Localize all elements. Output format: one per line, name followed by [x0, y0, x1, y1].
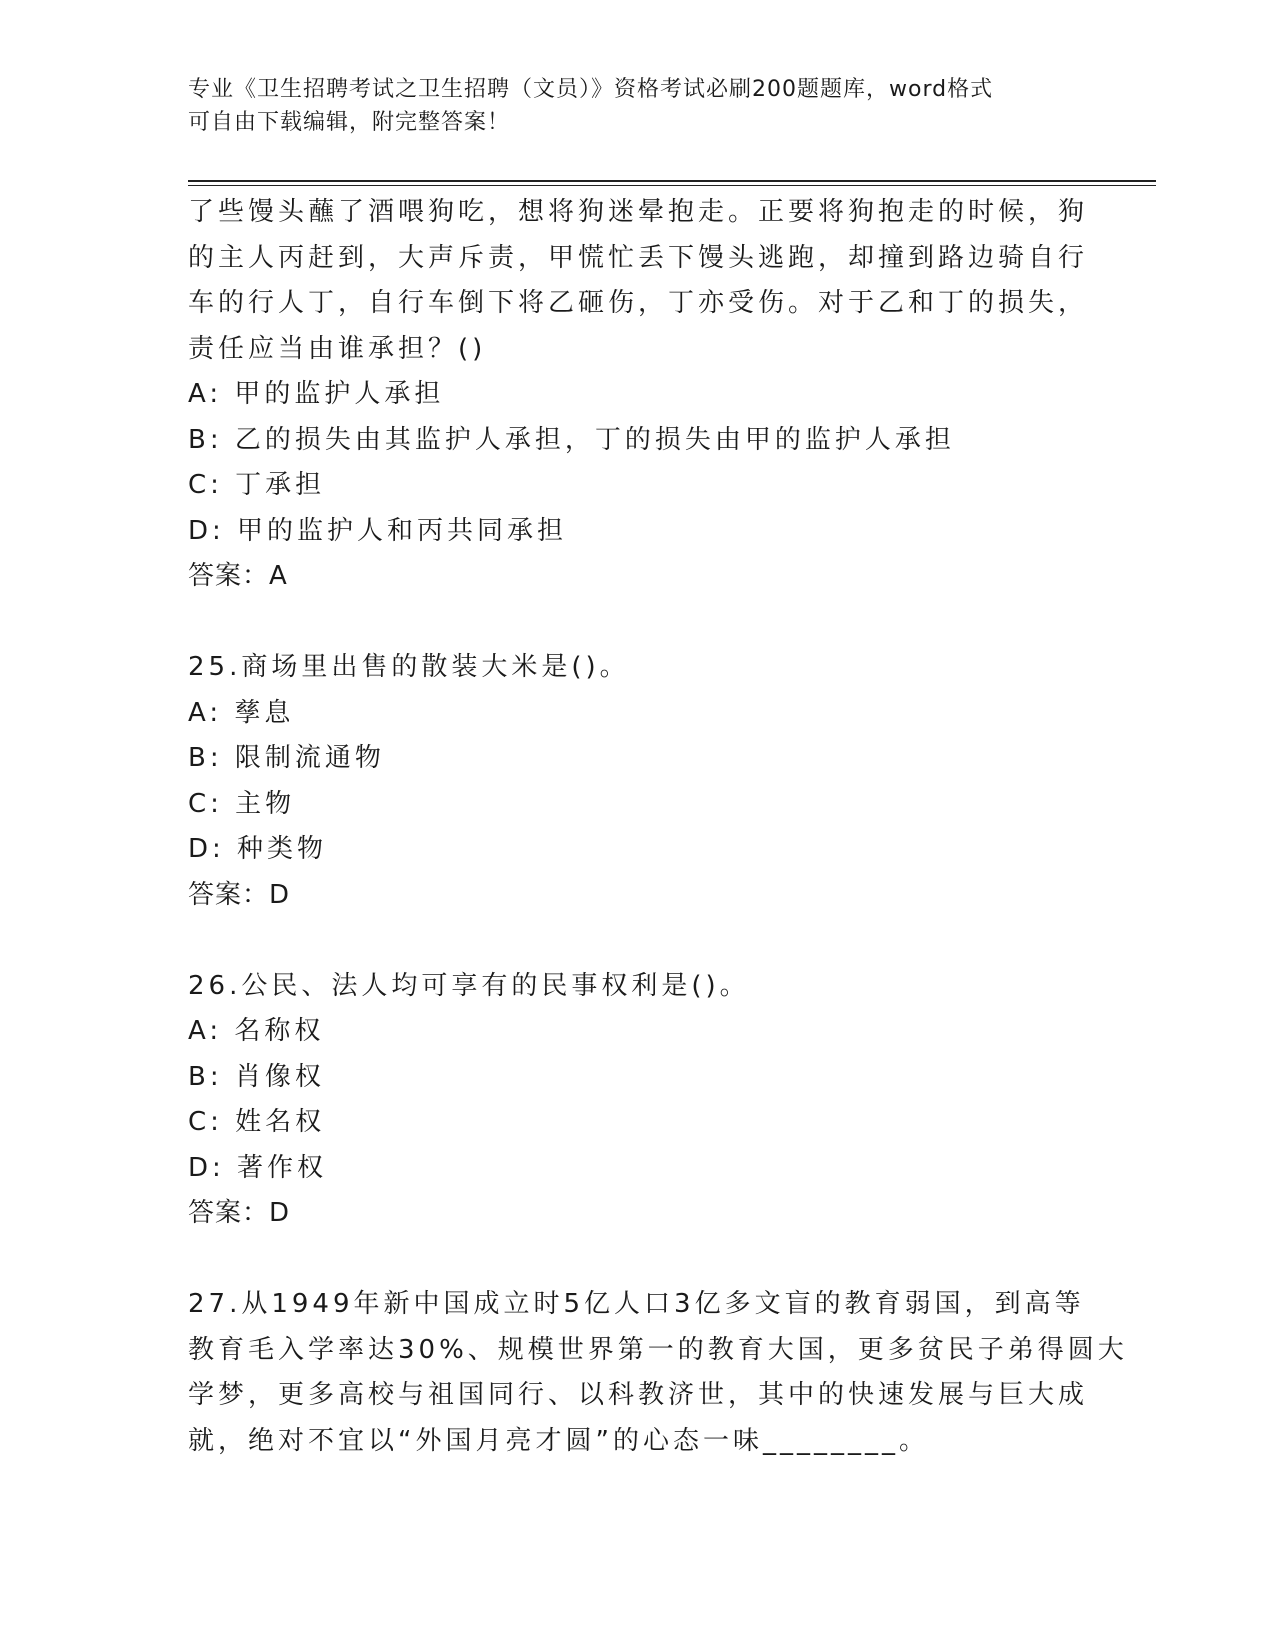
option-c: C: 丁承担	[188, 470, 326, 500]
option-d: D: 种类物	[188, 834, 328, 864]
question-stem-line: 27.从1949年新中国成立时5亿人口3亿多文盲的教育弱国，到高等	[188, 1289, 1085, 1319]
option-c: C: 姓名权	[188, 1107, 326, 1137]
question-stem-line: 26.公民、法人均可享有的民事权利是()。	[188, 970, 750, 1001]
answer-line: 答案：D	[188, 879, 291, 910]
question-content	[188, 190, 1128, 1464]
header-rule-thick	[188, 180, 1156, 182]
question-stem-line: 车的行人丁，自行车倒下将乙砸伤，丁亦受伤。对于乙和丁的损失，	[188, 288, 1089, 318]
option-a: A: 孳息	[188, 697, 295, 728]
option-d: D: 著作权	[188, 1152, 328, 1183]
header-rule-thin	[188, 185, 1156, 186]
question-24	[188, 190, 1088, 600]
question-stem-line: 教育毛入学率达30%、规模世界第一的教育大国，更多贫民子弟得圆大	[188, 1334, 1128, 1365]
answer-line: 答案：A	[188, 561, 288, 591]
question-25	[188, 645, 1088, 918]
spacer	[188, 600, 1088, 646]
option-b: B: 肖像权	[188, 1061, 325, 1092]
question-27	[188, 1282, 1128, 1464]
option-b: B: 乙的损失由其监护人承担，丁的损失由甲的监护人承担	[188, 424, 955, 455]
question-stem-line: 25.商场里出售的散装大米是()。	[188, 652, 630, 682]
spacer	[188, 918, 1088, 964]
option-a: A: 甲的监护人承担	[188, 379, 445, 409]
header-line-2: 可自由下载编辑，附完整答案！	[188, 110, 511, 135]
question-stem-line: 就，绝对不宜以“外国月亮才圆”的心态一味________。	[188, 1425, 929, 1456]
option-b: B: 限制流通物	[188, 743, 385, 773]
header-line-1: 专业《卫生招聘考试之卫生招聘（文员）》资格考试必刷200题题库，word格式	[188, 77, 994, 102]
question-stem-line: 责任应当由谁承担？()	[188, 333, 487, 364]
option-d: D: 甲的监护人和丙共同承担	[188, 515, 568, 546]
option-c: C: 主物	[188, 788, 296, 819]
question-stem-line: 的主人丙赶到，大声斥责，甲慌忙丢下馒头逃跑，却撞到路边骑自行	[188, 242, 1089, 273]
spacer	[188, 1237, 1088, 1283]
document-header	[188, 73, 1088, 139]
question-stem-line: 学梦，更多高校与祖国同行、以科教济世，其中的快速发展与巨大成	[188, 1380, 1089, 1410]
question-stem-line: 了些馒头蘸了酒喂狗吃，想将狗迷晕抱走。正要将狗抱走的时候，狗	[188, 197, 1089, 227]
question-26	[188, 964, 1088, 1237]
option-a: A: 名称权	[188, 1016, 325, 1046]
answer-line: 答案：D	[188, 1198, 291, 1228]
